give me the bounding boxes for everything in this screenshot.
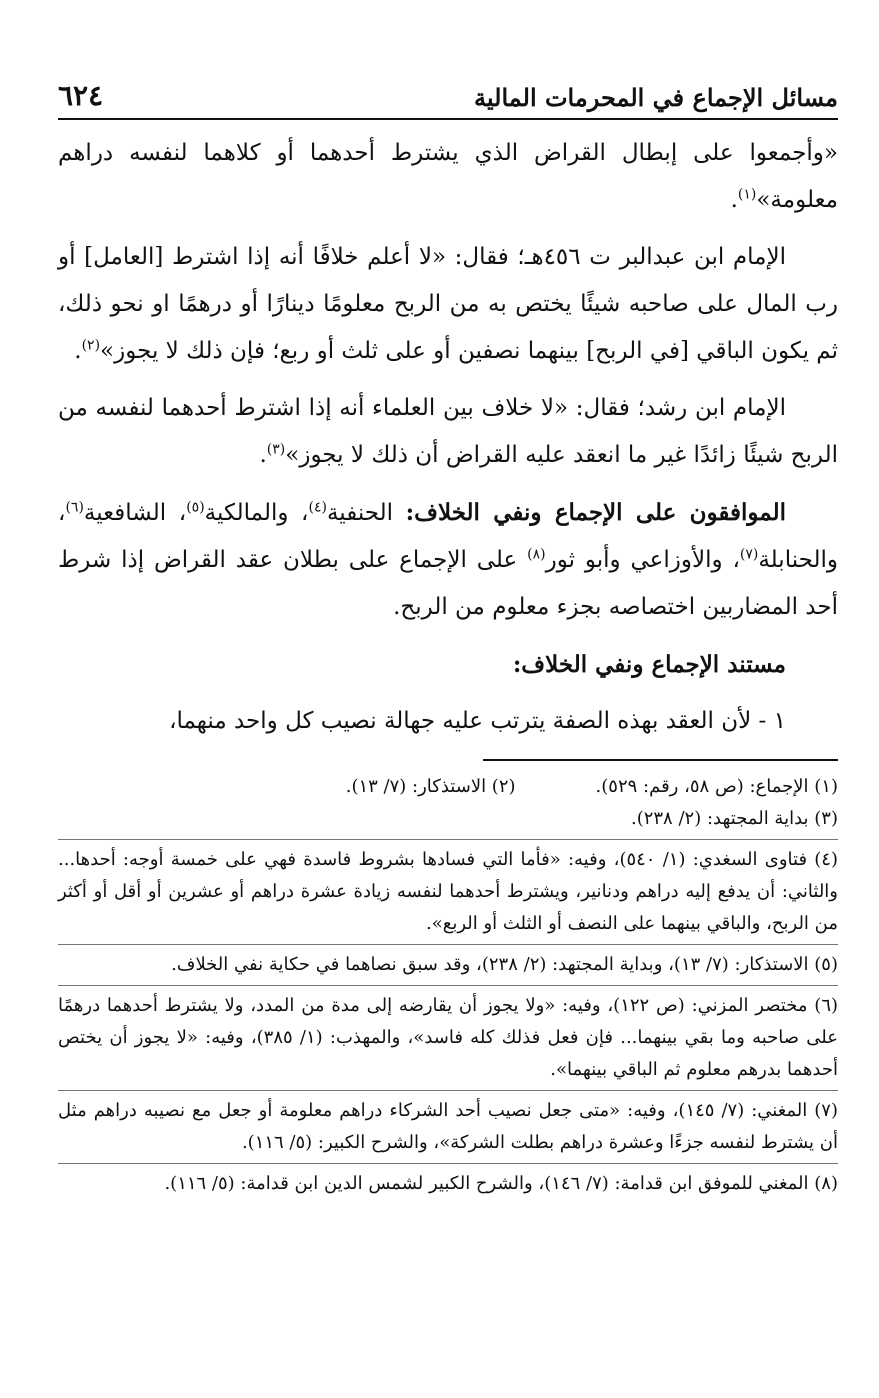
footnote-1: (١) الإجماع: (ص ٥٨، رقم: ٥٢٩). xyxy=(595,776,838,797)
page xyxy=(58,68,838,1200)
footnote-4: (٤) فتاوى السغدي: (١/ ٥٤٠)، وفيه: «فأما التي فسادها بشروط فاسدة فهي على خمسة أوجه: أحدها... والثاني: أن يدفع إليه دراهم ودنانير، ويشترط أحدهما لنفسه زيادة عشرة دراهم أو عشرين أو أقل أو أكثر من الربح، والباقي بينهما على النصف أو الثلث أو الربع». xyxy=(58,839,838,940)
page-number: ٦٢٤ xyxy=(58,79,104,112)
footnote-ref-1[interactable]: (١) xyxy=(737,186,757,203)
section-heading-basis: مستند الإجماع ونفي الخلاف: xyxy=(512,651,786,678)
paragraph-1: «وأجمعوا على إبطال القراض الذي يشترط أحدهما أو كلاهما لنفسه دراهم معلومة»$^{(١)}$. xyxy=(58,140,838,213)
page-header xyxy=(58,68,838,120)
footnote-ref-5[interactable]: (٥) xyxy=(186,499,205,516)
footnotes xyxy=(58,771,838,1200)
footnote-ref-7[interactable]: (٧) xyxy=(739,546,759,563)
footnote-6: (٦) مختصر المزني: (ص ١٢٢)، وفيه: «ولا يجوز أن يقارضه إلى مدة من المدد، ولا يشترط أحدهما درهمًا على صاحبه وما بقي بينهما... فإن فعل فذلك كله فاسد»، والمهذب: (١/ ٣٨٥)، وفيه: «لا يجوز أن يختص أحدهما بدرهم معلوم ثم الباقي بينهما». xyxy=(58,985,838,1086)
footnote-ref-8[interactable]: (٨) xyxy=(527,546,546,563)
footnote-2: (٢) الاستذكار: (٧/ ١٣). xyxy=(345,776,516,797)
paragraph-4: الموافقون على الإجماع ونفي الخلاف: الحنفية$^{(٤)}$، والمالكية$^{(٥)}$، الشافعية$^{(٦)}$، والحنابلة$^{(٧)}$، والأوزاعي وأبو ثور$^{(٨)}$ على الإجماع على بطلان عقد القراض إذا شرط أحد المضاربين اختصاصه بجزء معلوم من الربح. xyxy=(58,499,838,620)
paragraph-3: الإمام ابن رشد؛ فقال: «لا خلاف بين العلماء أنه إذا اشترط أحدهما لنفسه من الربح شيئًا زائدًا غير ما انعقد عليه القراض أن ذلك لا يجوز»$^{(٣)}$. xyxy=(58,395,838,468)
footnote-8: (٨) المغني للموفق ابن قدامة: (٧/ ١٤٦)، والشرح الكبير لشمس الدين ابن قدامة: (٥/ ١١٦). xyxy=(58,1163,838,1200)
footnote-7: (٧) المغني: (٧/ ١٤٥)، وفيه: «متى جعل نصيب أحد الشركاء دراهم معلومة أو جعل مع نصيبه دراهم مثل أن يشترط لنفسه جزءًا وعشرة دراهم بطلت الشركة»، والشرح الكبير: (٥/ ١١٦). xyxy=(58,1090,838,1159)
footnote-ref-2[interactable]: (٢) xyxy=(81,337,101,354)
main-text xyxy=(58,130,838,745)
section-heading-agreeing: الموافقون على الإجماع ونفي الخلاف: xyxy=(405,499,787,526)
footnote-5: (٥) الاستذكار: (٧/ ١٣)، وبداية المجتهد: (٢/ ٢٣٨)، وقد سبق نصاهما في حكاية نفي الخلاف. xyxy=(58,944,838,981)
footnote-ref-4[interactable]: (٤) xyxy=(308,499,327,516)
footnote-row-1-2 xyxy=(58,771,838,803)
paragraph-2: الإمام ابن عبدالبر ت ٤٥٦هـ؛ فقال: «لا أعلم خلافًا أنه إذا اشترط [العامل] أو رب المال على صاحبه شيئًا يختص به من الربح معلومًا دينارًا أو درهمًا او نحو ذلك، ثم يكون الباقي [في الربح] بينهما نصفين أو على ثلث أو ربع؛ فإن ذلك لا يجوز»$^{(٢)}$. xyxy=(58,244,838,364)
footnote-ref-6[interactable]: (٦) xyxy=(65,499,84,516)
paragraph-6: ١ - لأن العقد بهذه الصفة يترتب عليه جهالة نصيب كل واحد منهما، xyxy=(169,708,786,734)
footnote-ref-3[interactable]: (٣) xyxy=(266,441,286,458)
book-title: مسائل الإجماع في المحرمات المالية xyxy=(474,83,838,112)
footnote-separator xyxy=(483,759,838,761)
footnote-3: (٣) بداية المجتهد: (٢/ ٢٣٨). xyxy=(630,808,838,829)
